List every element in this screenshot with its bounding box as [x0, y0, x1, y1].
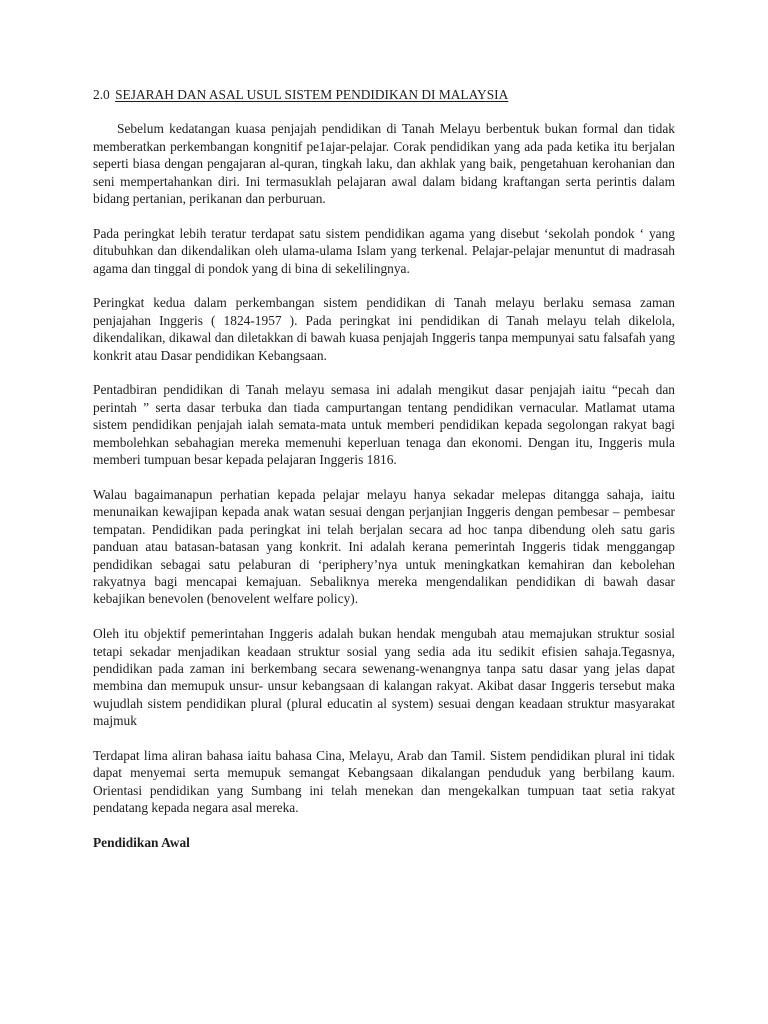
- paragraph-objektif: Oleh itu objektif pemerintahan Inggeris adalah bukan hendak mengubah atau memajukan struktur sosial tetapi sekadar menjadikan keadaan struktur sosial yang sedia ada itu sedikit efisien sahaja.Tegasnya, pendidikan pada zaman ini berkembang secara sewenang-wenangnya tanpa satu dasar yang jelas dapat membina dan memupuk unsur- unsur kebangsaan di kalangan rakyat. Akibat dasar Inggeris tersebut maka wujudlah sistem pendidikan plural (plural educatin al system) sesuai dengan keadaan struktur masyarakat majmuk: [93, 626, 675, 729]
- paragraph-peringkat-kedua: Peringkat kedua dalam perkembangan sistem pendidikan di Tanah melayu berlaku semasa zaman penjajahan Inggeris ( 1824-1957 ). Pada peringkat ini pendidikan di Tanah melayu telah dikelola, dikendalikan, dikawal dan diletakkan di bawah kuasa penjajah Inggeris tanpa mempunyai satu falsafah yang konkrit atau Dasar pendidikan Kebangsaan.: [93, 295, 675, 363]
- document-page: [93, 86, 675, 851]
- paragraph-walau-bagaimanapun: Walau bagaimanapun perhatian kepada pelajar melayu hanya sekadar melepas ditangga sahaja, iaitu menunaikan kewajipan kepada anak watan sesuai dengan perjanjian Inggeris dengan pembesar – pembesar tempatan. Pendidikan pada peringkat ini telah berjalan secara ad hoc tanpa dibendung oleh satu garis panduan atau batasan-batasan yang konkrit. Ini adalah kerana pemerintah Inggeris tidak menggangap pendidikan sebagai satu pelaburan di ‘periphery’nya untuk meningkatkan kemahiran dan kebolehan rakyatnya bagi mencapai kemajuan. Sebaliknya mereka mengendalikan pendidikan di bawah dasar kebajikan benevolen (benovelent welfare policy).: [93, 486, 675, 607]
- paragraph-aliran-bahasa: Terdapat lima aliran bahasa iaitu bahasa Cina, Melayu, Arab dan Tamil. Sistem pendidikan plural ini tidak dapat menyemai serta memupuk semangat Kebangsaan dikalangan penduduk yang berbilang kaum. Orientasi pendidikan yang Sumbang ini telah menekan dan mengekalkan tumpuan taat setia rakyat pendatang kepada negara asal mereka.: [93, 747, 675, 816]
- section-number: 2.0: [93, 87, 110, 102]
- section-title: SEJARAH DAN ASAL USUL SISTEM PENDIDIKAN DI MALAYSIA: [115, 87, 509, 102]
- paragraph-sekolah-pondok: Pada peringkat lebih teratur terdapat satu sistem pendidikan agama yang disebut ‘sekolah pondok ‘ yang ditubuhkan dan dikendalikan oleh ulama-ulama Islam yang terkenal. Pelajar-pelajar menuntut di madrasah agama dan tinggal di pondok yang di bina di sekelilingnya.: [93, 225, 675, 276]
- paragraph-intro: Sebelum kedatangan kuasa penjajah pendidikan di Tanah Melayu berbentuk bukan formal dan tidak memberatkan perkembangan kongnitif pe1ajar-pelajar. Corak pendidikan yang ada pada ketika itu berjalan seperti biasa dengan pengajaran al-quran, tingkah laku, dan akhlak yang baik, pengetahuan kerohanian dan seni mempertahankan diri. Ini termasuklah pelajaran awal dalam bidang kraftangan serta perintis dalam bidang pertanian, perikanan dan perburuan.: [93, 121, 675, 207]
- subheading-pendidikan-awal: Pendidikan Awal: [93, 834, 190, 850]
- section-heading: [93, 86, 675, 103]
- paragraph-pentadbiran: Pentadbiran pendidikan di Tanah melayu semasa ini adalah mengikut dasar penjajah iaitu “pecah dan perintah ” serta dasar terbuka dan tiada campurtangan tentang pendidikan vernacular. Matlamat utama sistem pendidikan penjajah ialah semata-mata untuk memberi pendidikan kepada segolongan rakyat bagi membolehkan sebahagian mereka memenuhi keperluan tenaga dan ekonomi. Dengan itu, Inggeris mula memberi tumpuan besar kepada pelajaran Inggeris 1816.: [93, 382, 675, 468]
